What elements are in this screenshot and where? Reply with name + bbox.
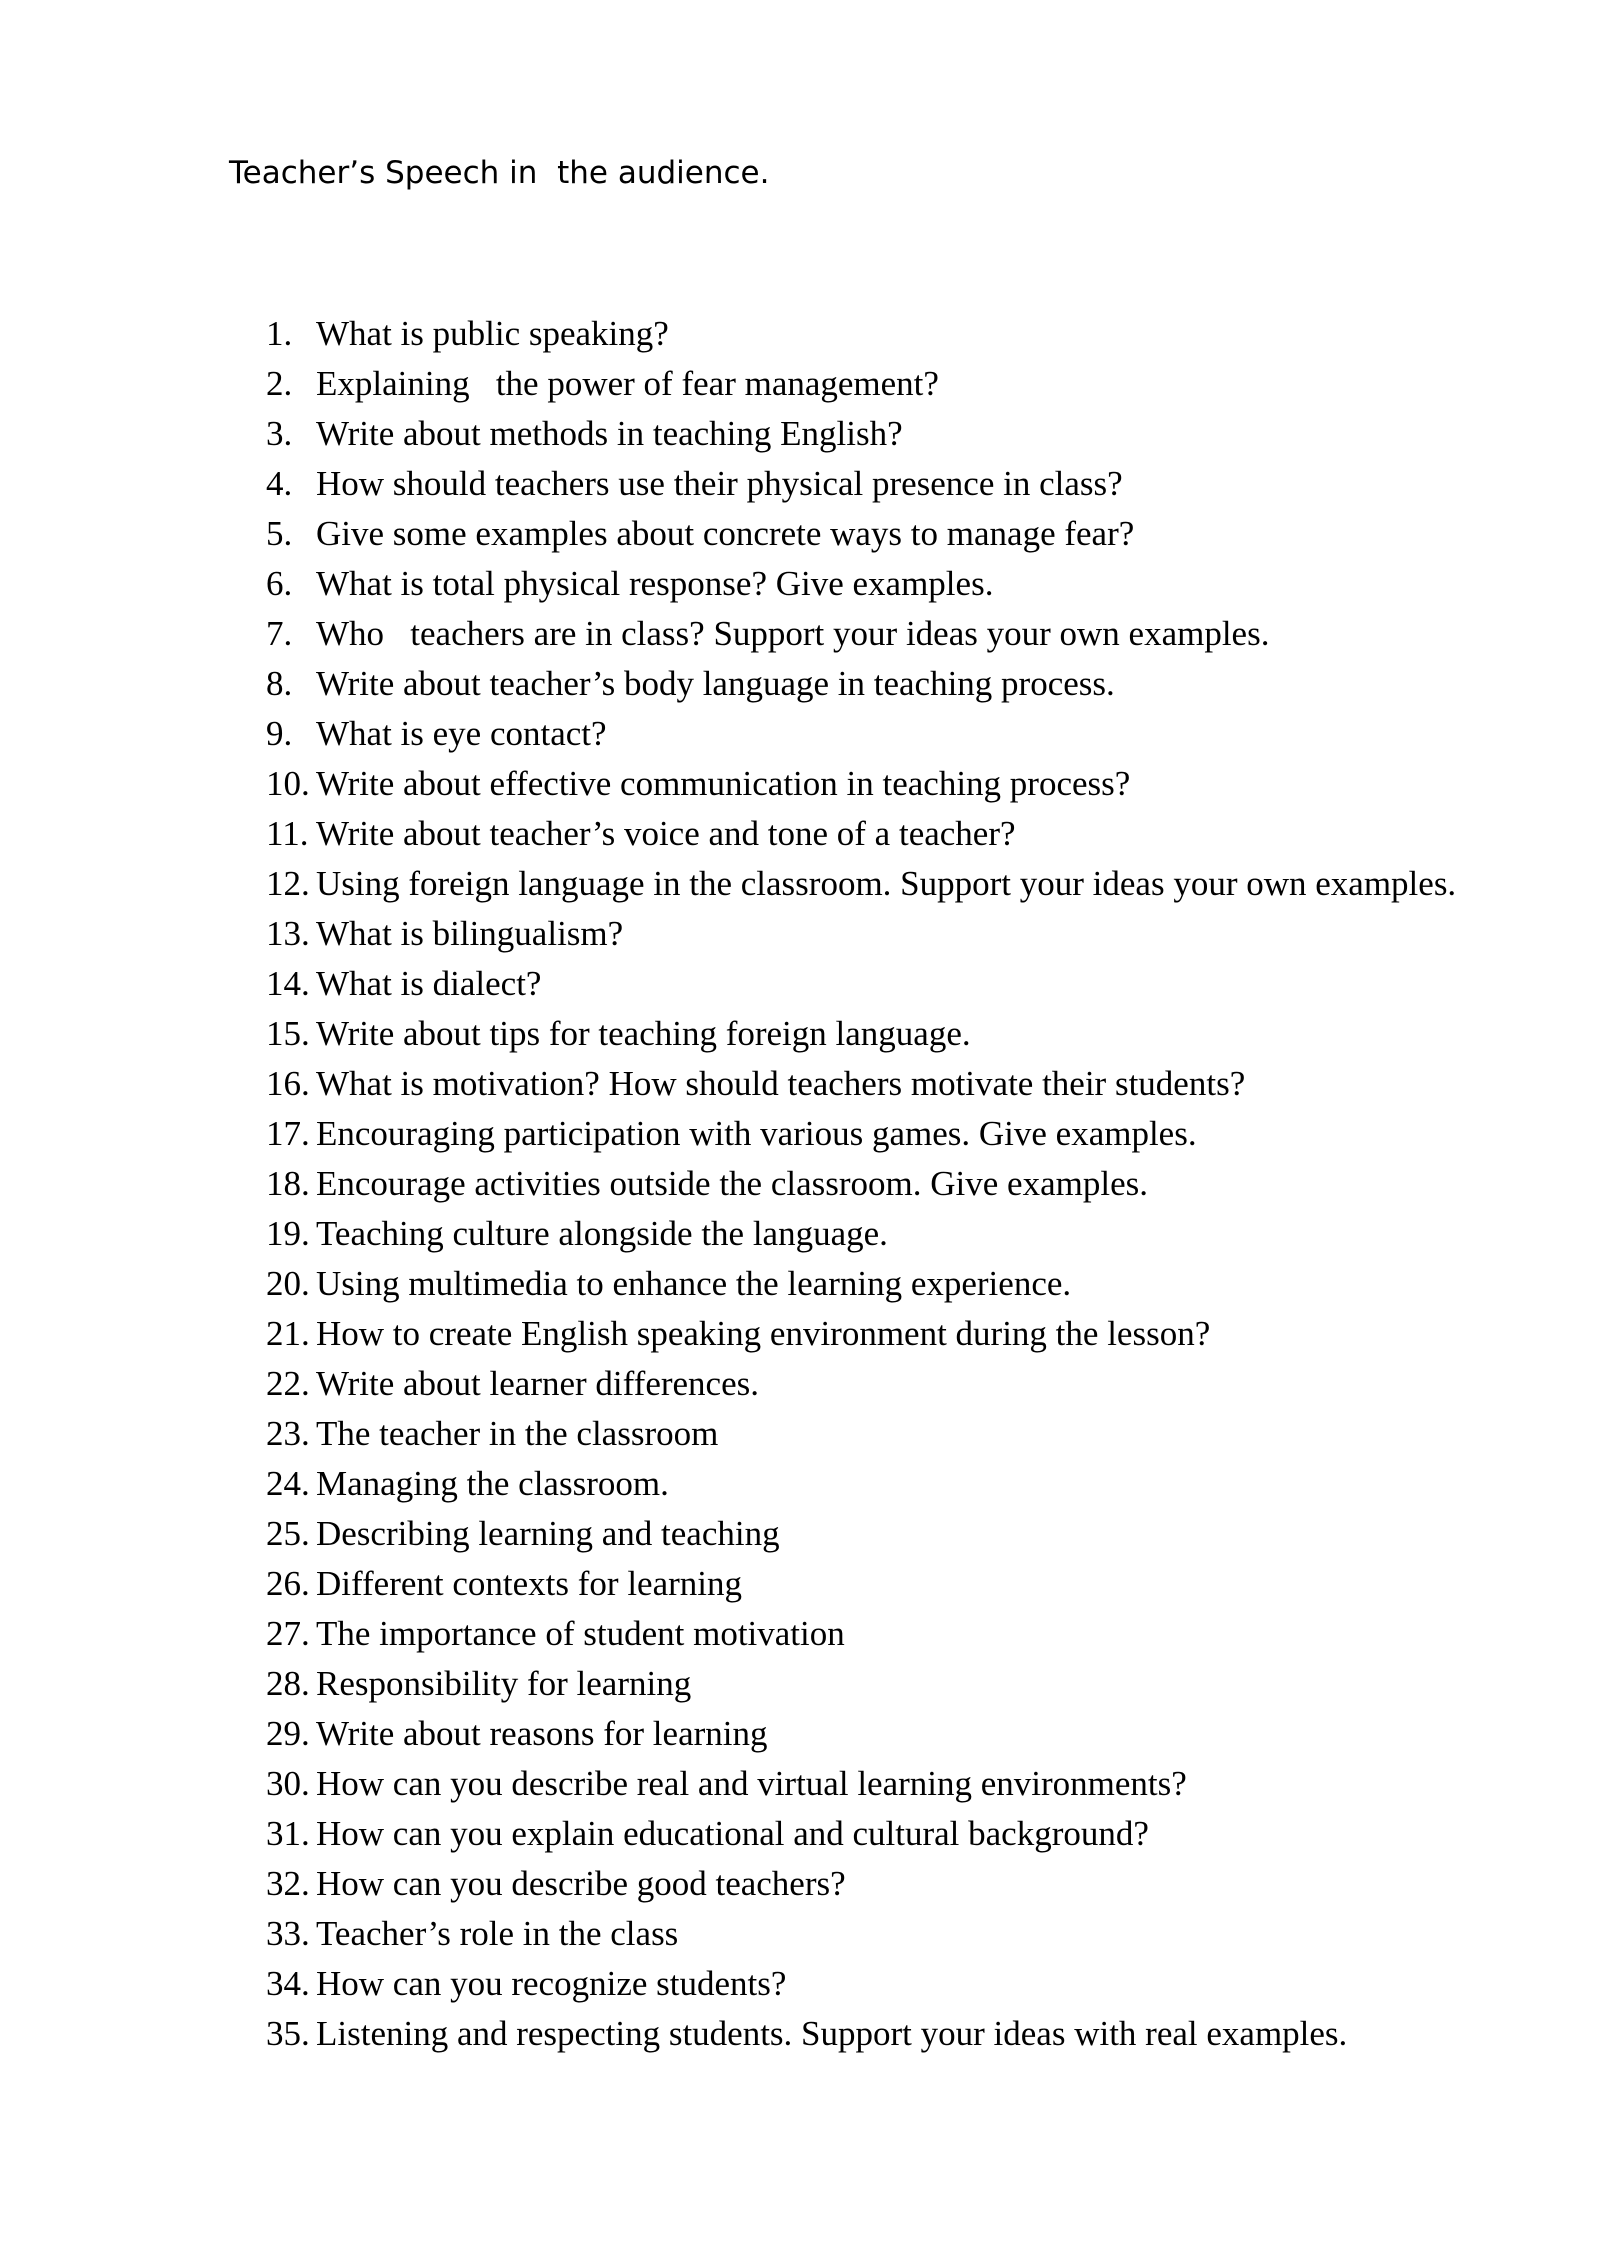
question-number: 19. [266,1214,310,1253]
question-number: 31. [266,1814,310,1853]
question-text: Write about tips for teaching foreign language. [316,1014,971,1053]
document-title: Teacher’s Speech in the audience. [229,155,770,191]
question-number: 33. [266,1914,310,1953]
question-item [0,1359,1600,1409]
question-number: 2. [266,364,293,403]
question-text: Responsibility for learning [316,1664,692,1703]
question-text: Who teachers are in class? Support your ideas your own examples. [316,614,1270,653]
question-number: 34. [266,1964,310,2003]
question-number: 1. [266,314,293,353]
question-text: How should teachers use their physical presence in class? [316,464,1123,503]
question-number: 12. [266,864,310,903]
question-text: The importance of student motivation [316,1614,845,1653]
question-number: 5. [266,514,293,553]
question-text: Teacher’s role in the class [316,1914,679,1953]
question-text: What is total physical response? Give examples. [316,564,994,603]
question-number: 24. [266,1464,310,1503]
question-number: 4. [266,464,293,503]
question-text: What is motivation? How should teachers motivate their students? [316,1064,1246,1103]
question-number: 35. [266,2014,310,2053]
question-text: Listening and respecting students. Support your ideas with real examples. [316,2014,1348,2053]
question-text: What is bilingualism? [316,914,624,953]
question-item [0,1109,1600,1159]
question-number: 13. [266,914,310,953]
question-item [0,1709,1600,1759]
question-item [0,1409,1600,1459]
question-number: 23. [266,1414,310,1453]
question-item [0,709,1600,759]
question-number: 30. [266,1764,310,1803]
question-item [0,1209,1600,1259]
question-number: 20. [266,1264,310,1303]
question-item [0,359,1600,409]
question-text: Using foreign language in the classroom. Support your ideas your own examples. [316,864,1457,903]
question-number: 32. [266,1864,310,1903]
question-number: 18. [266,1164,310,1203]
question-number: 29. [266,1714,310,1753]
question-number: 10. [266,764,310,803]
question-text: Teaching culture alongside the language. [316,1214,888,1253]
question-text: Write about teacher’s body language in teaching process. [316,664,1115,703]
question-number: 8. [266,664,293,703]
question-number: 14. [266,964,310,1003]
question-item [0,2009,1600,2059]
question-item [0,409,1600,459]
question-item [0,759,1600,809]
question-item [0,1909,1600,1959]
question-number: 3. [266,414,293,453]
question-number: 27. [266,1614,310,1653]
question-item [0,659,1600,709]
question-item [0,909,1600,959]
question-item [0,1009,1600,1059]
question-item [0,1459,1600,1509]
question-text: Write about reasons for learning [316,1714,768,1753]
question-number: 17. [266,1114,310,1153]
question-text: What is public speaking? [316,314,669,353]
question-text: Encourage activities outside the classroom. Give examples. [316,1164,1148,1203]
question-item [0,1809,1600,1859]
question-text: Describing learning and teaching [316,1514,780,1553]
question-item [0,1259,1600,1309]
question-item [0,1859,1600,1909]
question-item [0,559,1600,609]
question-item [0,1609,1600,1659]
question-number: 6. [266,564,293,603]
question-text: What is eye contact? [316,714,607,753]
question-text: Using multimedia to enhance the learning experience. [316,1264,1072,1303]
question-text: What is dialect? [316,964,542,1003]
question-text: Different contexts for learning [316,1564,742,1603]
question-text: How to create English speaking environment during the lesson? [316,1314,1211,1353]
question-text: How can you recognize students? [316,1964,787,2003]
question-item [0,1059,1600,1109]
question-item [0,609,1600,659]
question-text: Explaining the power of fear management? [316,364,939,403]
question-number: 28. [266,1664,310,1703]
question-text: Write about effective communication in teaching process? [316,764,1131,803]
question-text: How can you describe good teachers? [316,1864,846,1903]
question-number: 16. [266,1064,310,1103]
question-text: Managing the classroom. [316,1464,669,1503]
question-number: 21. [266,1314,310,1353]
question-number: 11. [266,814,309,853]
question-item [0,1159,1600,1209]
question-number: 25. [266,1514,310,1553]
question-text: How can you explain educational and cultural background? [316,1814,1149,1853]
question-item [0,459,1600,509]
question-item [0,309,1600,359]
question-text: The teacher in the classroom [316,1414,719,1453]
question-item [0,809,1600,859]
question-number: 9. [266,714,293,753]
question-text: Encouraging participation with various games. Give examples. [316,1114,1197,1153]
question-text: Give some examples about concrete ways to manage fear? [316,514,1135,553]
question-number: 15. [266,1014,310,1053]
question-list [0,309,1600,2059]
question-text: Write about teacher’s voice and tone of a teacher? [316,814,1016,853]
question-item [0,1509,1600,1559]
question-item [0,1559,1600,1609]
question-text: How can you describe real and virtual learning environments? [316,1764,1187,1803]
question-text: Write about learner differences. [316,1364,759,1403]
question-item [0,1659,1600,1709]
question-item [0,509,1600,559]
question-number: 22. [266,1364,310,1403]
question-item [0,859,1600,909]
question-item [0,959,1600,1009]
question-item [0,1309,1600,1359]
question-text: Write about methods in teaching English? [316,414,903,453]
question-item [0,1759,1600,1809]
question-number: 26. [266,1564,310,1603]
question-item [0,1959,1600,2009]
question-number: 7. [266,614,293,653]
